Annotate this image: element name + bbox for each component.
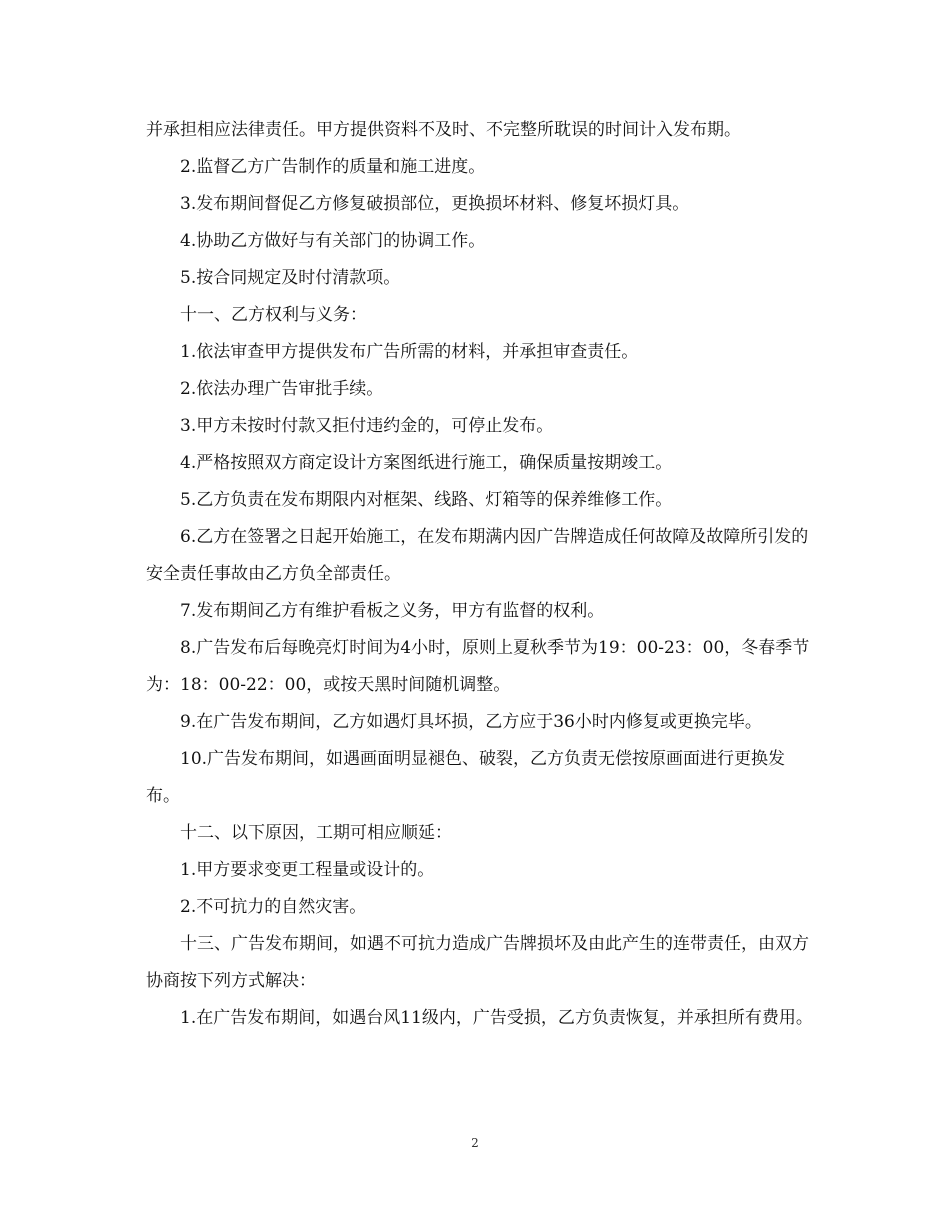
document-body bbox=[146, 112, 814, 1037]
paragraph: 4.协助乙方做好与有关部门的协调工作。 bbox=[180, 231, 486, 251]
paragraph: 8.广告发布后每晚亮灯时间为4小时，原则上夏秋季节为19：00-23：00，冬春季节为：18：00-22：00，或按天黑时间随机调整。 bbox=[146, 638, 810, 695]
paragraph: 9.在广告发布期间，乙方如遇灯具坏损，乙方应于36小时内修复或更换完毕。 bbox=[180, 712, 762, 732]
paragraph: 3.甲方未按时付款又拒付违约金的，可停止发布。 bbox=[180, 416, 554, 436]
section-heading: 十二、以下原因，工期可相应顺延： bbox=[180, 823, 452, 843]
paragraph: 1.甲方要求变更工程量或设计的。 bbox=[180, 860, 435, 880]
paragraph: 6.乙方在签署之日起开始施工，在发布期满内因广告牌造成任何故障及故障所引发的安全责任事故由乙方负全部责任。 bbox=[146, 527, 809, 584]
section-heading: 十三、广告发布期间，如遇不可抗力造成广告牌损坏及由此产生的连带责任，由双方协商按下列方式解决： bbox=[146, 934, 809, 991]
page-number: 2 bbox=[471, 1136, 479, 1150]
paragraph: 2.监督乙方广告制作的质量和施工进度。 bbox=[180, 157, 486, 177]
section-heading: 十一、乙方权利与义务： bbox=[180, 305, 367, 325]
paragraph: 4.严格按照双方商定设计方案图纸进行施工，确保质量按期竣工。 bbox=[180, 453, 673, 473]
paragraph: 3.发布期间督促乙方修复破损部位，更换损坏材料、修复坏损灯具。 bbox=[180, 194, 690, 214]
paragraph: 10.广告发布期间，如遇画面明显褪色、破裂，乙方负责无偿按原画面进行更换发布。 bbox=[146, 749, 786, 806]
paragraph: 1.依法审查甲方提供发布广告所需的材料，并承担审查责任。 bbox=[180, 342, 639, 362]
paragraph: 并承担相应法律责任。甲方提供资料不及时、不完整所耽误的时间计入发布期。 bbox=[146, 120, 741, 140]
paragraph: 7.发布期间乙方有维护看板之义务，甲方有监督的权利。 bbox=[180, 601, 605, 621]
paragraph: 2.依法办理广告审批手续。 bbox=[180, 379, 384, 399]
paragraph: 2.不可抗力的自然灾害。 bbox=[180, 897, 367, 917]
paragraph: 1.在广告发布期间，如遇台风11级内，广告受损，乙方负责恢复，并承担所有费用。 bbox=[180, 1008, 813, 1028]
paragraph: 5.乙方负责在发布期限内对框架、线路、灯箱等的保养维修工作。 bbox=[180, 490, 673, 510]
paragraph: 5.按合同规定及时付清款项。 bbox=[180, 268, 401, 288]
